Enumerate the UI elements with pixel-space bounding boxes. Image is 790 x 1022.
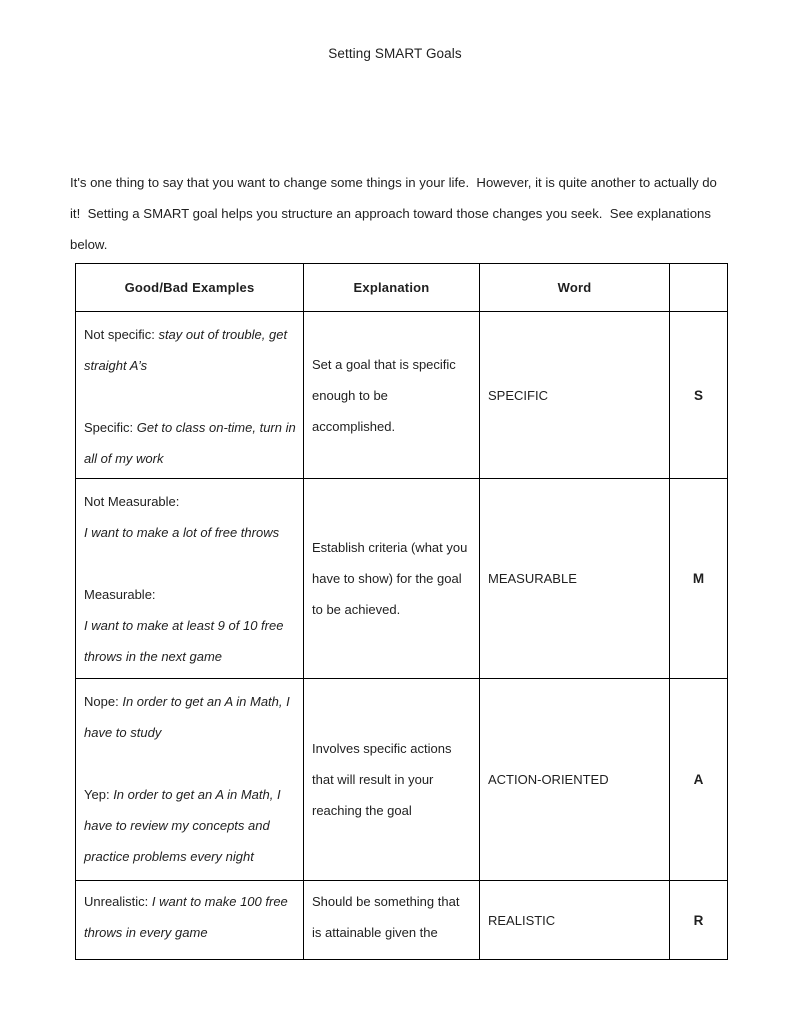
cell-examples (76, 479, 304, 679)
table-row (76, 679, 728, 881)
bad-example-text: In order to get an A in Math, I have to study (84, 694, 290, 740)
cell-letter: M (670, 479, 728, 679)
cell-explanation (304, 881, 480, 960)
cell-word (480, 312, 670, 479)
example-spacer (84, 381, 296, 412)
intro-text: It's one thing to say that you want to change some things in your life. However, it is quite another to actually do it! Setting a SMART goal helps you structure an approach toward those changes you seek. See explanations below. (70, 175, 721, 252)
bad-example-text: I want to make 100 free throws in every game (84, 894, 288, 940)
table-row (76, 881, 728, 960)
word-text: ACTION-ORIENTED (488, 772, 609, 787)
bad-example-label: Nope: (84, 694, 119, 709)
cell-explanation (304, 679, 480, 881)
good-example (84, 579, 296, 672)
explanation-text: Should be something that is attainable given the (312, 894, 460, 940)
header-letter (670, 264, 728, 312)
word-text: SPECIFIC (488, 387, 548, 403)
cell-word (480, 881, 670, 960)
page-title: Setting SMART Goals (328, 46, 462, 61)
explanation-text: Set a goal that is specific enough to be accomplished. (312, 356, 456, 434)
cell-letter: A (670, 679, 728, 881)
good-example-text: I want to make at least 9 of 10 free throws in the next game (84, 618, 284, 664)
table-row (76, 479, 728, 679)
bad-example-text: stay out of trouble, get straight A’s (84, 327, 288, 373)
bad-example-label: Not specific: (84, 327, 155, 342)
header-good-bad-examples: Good/Bad Examples (76, 264, 304, 312)
explanation-text: Involves specific actions that will result in your reaching the goal (312, 741, 452, 818)
explanation-text: Establish criteria (what you have to show) for the goal to be achieved. (312, 540, 468, 617)
bad-example-label: Not Measurable: (84, 494, 180, 509)
good-example-label: Measurable: (84, 587, 156, 602)
good-example-label: Yep: (84, 787, 110, 802)
cell-explanation (304, 479, 480, 679)
header-explanation: Explanation (304, 264, 480, 312)
bad-example (84, 686, 296, 748)
bad-example-text: I want to make a lot of free throws (84, 525, 280, 540)
cell-letter: R (670, 881, 728, 960)
good-example (84, 412, 296, 474)
cell-word (480, 679, 670, 881)
cell-examples (76, 312, 304, 479)
table-header-row (76, 264, 728, 312)
cell-word (480, 479, 670, 679)
cell-explanation (304, 312, 480, 479)
cell-letter: S (670, 312, 728, 479)
word-text: MEASURABLE (488, 571, 577, 586)
cell-examples (76, 679, 304, 881)
good-example-text: Get to class on-time, turn in all of my work (84, 420, 296, 466)
bad-example (84, 486, 296, 548)
bad-example (84, 886, 296, 948)
bad-example-label: Unrealistic: (84, 894, 149, 909)
smart-goals-table (75, 263, 728, 960)
example-spacer (84, 548, 296, 579)
good-example-text: In order to get an A in Math, I have to review my concepts and practice problems every night (84, 787, 281, 864)
word-text: REALISTIC (488, 912, 556, 928)
example-spacer (84, 748, 296, 779)
cell-examples (76, 881, 304, 960)
header-word: Word (480, 264, 670, 312)
bad-example (84, 319, 296, 381)
good-example-label: Specific: (84, 420, 134, 435)
table-row (76, 312, 728, 479)
good-example (84, 779, 296, 872)
